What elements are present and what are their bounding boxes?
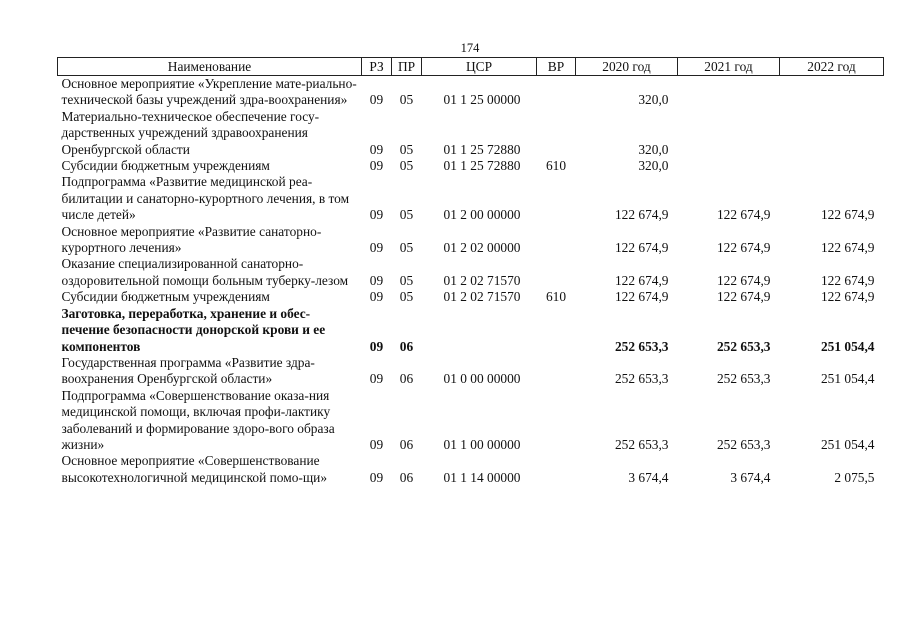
row-2020: 252 653,3 [614,338,669,354]
row-pr: 06 [399,436,414,452]
row-rz: 09 [369,158,384,174]
row-2020: 122 674,9 [614,207,669,223]
row-rz: 09 [369,338,384,354]
row-2022: 122 674,9 [820,272,875,288]
row-2020: 3 674,4 [628,469,669,485]
row-pr: 05 [399,92,414,108]
row-csr: 01 2 02 71570 [443,289,521,305]
row-vr [537,109,576,158]
row-csr: 01 2 02 00000 [443,240,521,256]
table-row [58,256,884,289]
header-name: Наименование [58,58,362,76]
budget-table [57,57,884,486]
header-vr: ВР [537,58,576,76]
row-2020: 252 653,3 [614,371,669,387]
row-2020: 320,0 [638,92,669,108]
row-2022 [780,76,884,109]
row-rz: 09 [369,289,384,305]
row-2021: 122 674,9 [716,289,771,305]
row-rz: 09 [369,371,384,387]
row-csr: 01 1 25 72880 [443,158,521,174]
row-2020: 122 674,9 [614,240,669,256]
row-rz: 09 [369,436,384,452]
row-pr: 05 [399,141,414,157]
row-csr: 01 1 25 72880 [443,141,521,157]
row-vr [537,174,576,223]
header-csr: ЦСР [422,58,537,76]
row-2020: 252 653,3 [614,436,669,452]
row-vr [537,355,576,388]
table-row [58,224,884,257]
row-name: Субсидии бюджетным учреждениям [61,158,270,174]
table-row [58,109,884,158]
row-csr: 01 1 00 00000 [443,436,521,452]
row-2021: 122 674,9 [716,272,771,288]
row-2021: 252 653,3 [716,436,771,452]
row-name: Основное мероприятие «Укрепление мате-риально-технической базы учреждений здра-воохранения» [61,76,357,108]
table-row [58,355,884,388]
row-csr: 01 1 14 00000 [443,469,521,485]
row-vr [537,453,576,486]
row-2020: 320,0 [638,158,669,174]
header-rz: РЗ [362,58,392,76]
row-pr: 05 [399,272,414,288]
table-row [58,174,884,223]
table-row [58,388,884,454]
row-name: Оказание специализированной санаторно-оздоровительной помощи больным туберку-лезом [61,256,349,288]
row-2022 [780,158,884,174]
row-2022 [780,109,884,158]
row-2022: 251 054,4 [820,436,875,452]
header-2020: 2020 год [576,58,678,76]
row-rz: 09 [369,92,384,108]
row-vr [537,76,576,109]
row-name: Государственная программа «Развитие здра-воохранения Оренбургской области» [61,354,315,387]
row-name: Основное мероприятие «Совершенствование высокотехнологичной медицинской помо-щи» [61,453,328,485]
row-rz: 09 [369,141,384,157]
row-rz: 09 [369,272,384,288]
row-2021: 252 653,3 [716,338,771,354]
row-name: Материально-техническое обеспечение госу-дарственных учреждений здравоохранения Оренбургской области [61,108,320,157]
header-2022: 2022 год [780,58,884,76]
row-2020: 122 674,9 [614,289,669,305]
row-2021 [678,109,780,158]
row-vr: 610 [545,158,567,174]
row-2022: 251 054,4 [820,338,875,354]
row-2022: 251 054,4 [820,371,875,387]
row-name: Подпрограмма «Развитие медицинской реа-билитации и санаторно-курортного лечения, в том числе детей» [61,174,350,223]
table-row [58,289,884,305]
row-name: Заготовка, переработка, хранение и обес-печение безопасности донорской крови и ее компонентов [61,305,326,354]
row-2022: 122 674,9 [820,207,875,223]
row-2021 [678,158,780,174]
page-number: 174 [460,41,480,55]
table-row [58,306,884,355]
row-csr: 01 1 25 00000 [443,92,521,108]
row-2022: 122 674,9 [820,240,875,256]
row-2020: 320,0 [638,141,669,157]
row-pr: 06 [399,469,414,485]
row-pr: 05 [399,158,414,174]
row-2022: 2 075,5 [834,469,875,485]
row-pr: 06 [399,371,414,387]
row-name: Подпрограмма «Совершенствование оказа-ния медицинской помощи, включая профи-лактику заболеваний и формирование здоро-вого образа жизни» [61,387,335,452]
row-2021 [678,76,780,109]
row-name: Субсидии бюджетным учреждениям [61,289,270,305]
row-2021: 252 653,3 [716,371,771,387]
header-pr: ПР [392,58,422,76]
row-csr [422,306,537,355]
row-name: Основное мероприятие «Развитие санаторно-курортного лечения» [61,223,322,256]
row-vr [537,224,576,257]
row-csr: 01 2 00 00000 [443,207,521,223]
row-pr: 05 [399,240,414,256]
table-header-row [58,58,884,76]
row-vr [537,388,576,454]
row-rz: 09 [369,240,384,256]
row-vr: 610 [545,289,567,305]
row-2021: 122 674,9 [716,240,771,256]
row-vr [537,306,576,355]
row-2021: 122 674,9 [716,207,771,223]
table-row [58,158,884,174]
header-2021: 2021 год [678,58,780,76]
row-pr: 05 [399,207,414,223]
table-row [58,76,884,109]
row-csr: 01 0 00 00000 [443,371,521,387]
row-rz: 09 [369,469,384,485]
row-pr: 05 [399,289,414,305]
row-pr: 06 [399,338,414,354]
row-rz: 09 [369,207,384,223]
row-2022: 122 674,9 [820,289,875,305]
row-2020: 122 674,9 [614,272,669,288]
row-vr [537,256,576,289]
row-2021: 3 674,4 [730,469,771,485]
table-row [58,453,884,486]
row-csr: 01 2 02 71570 [443,272,521,288]
